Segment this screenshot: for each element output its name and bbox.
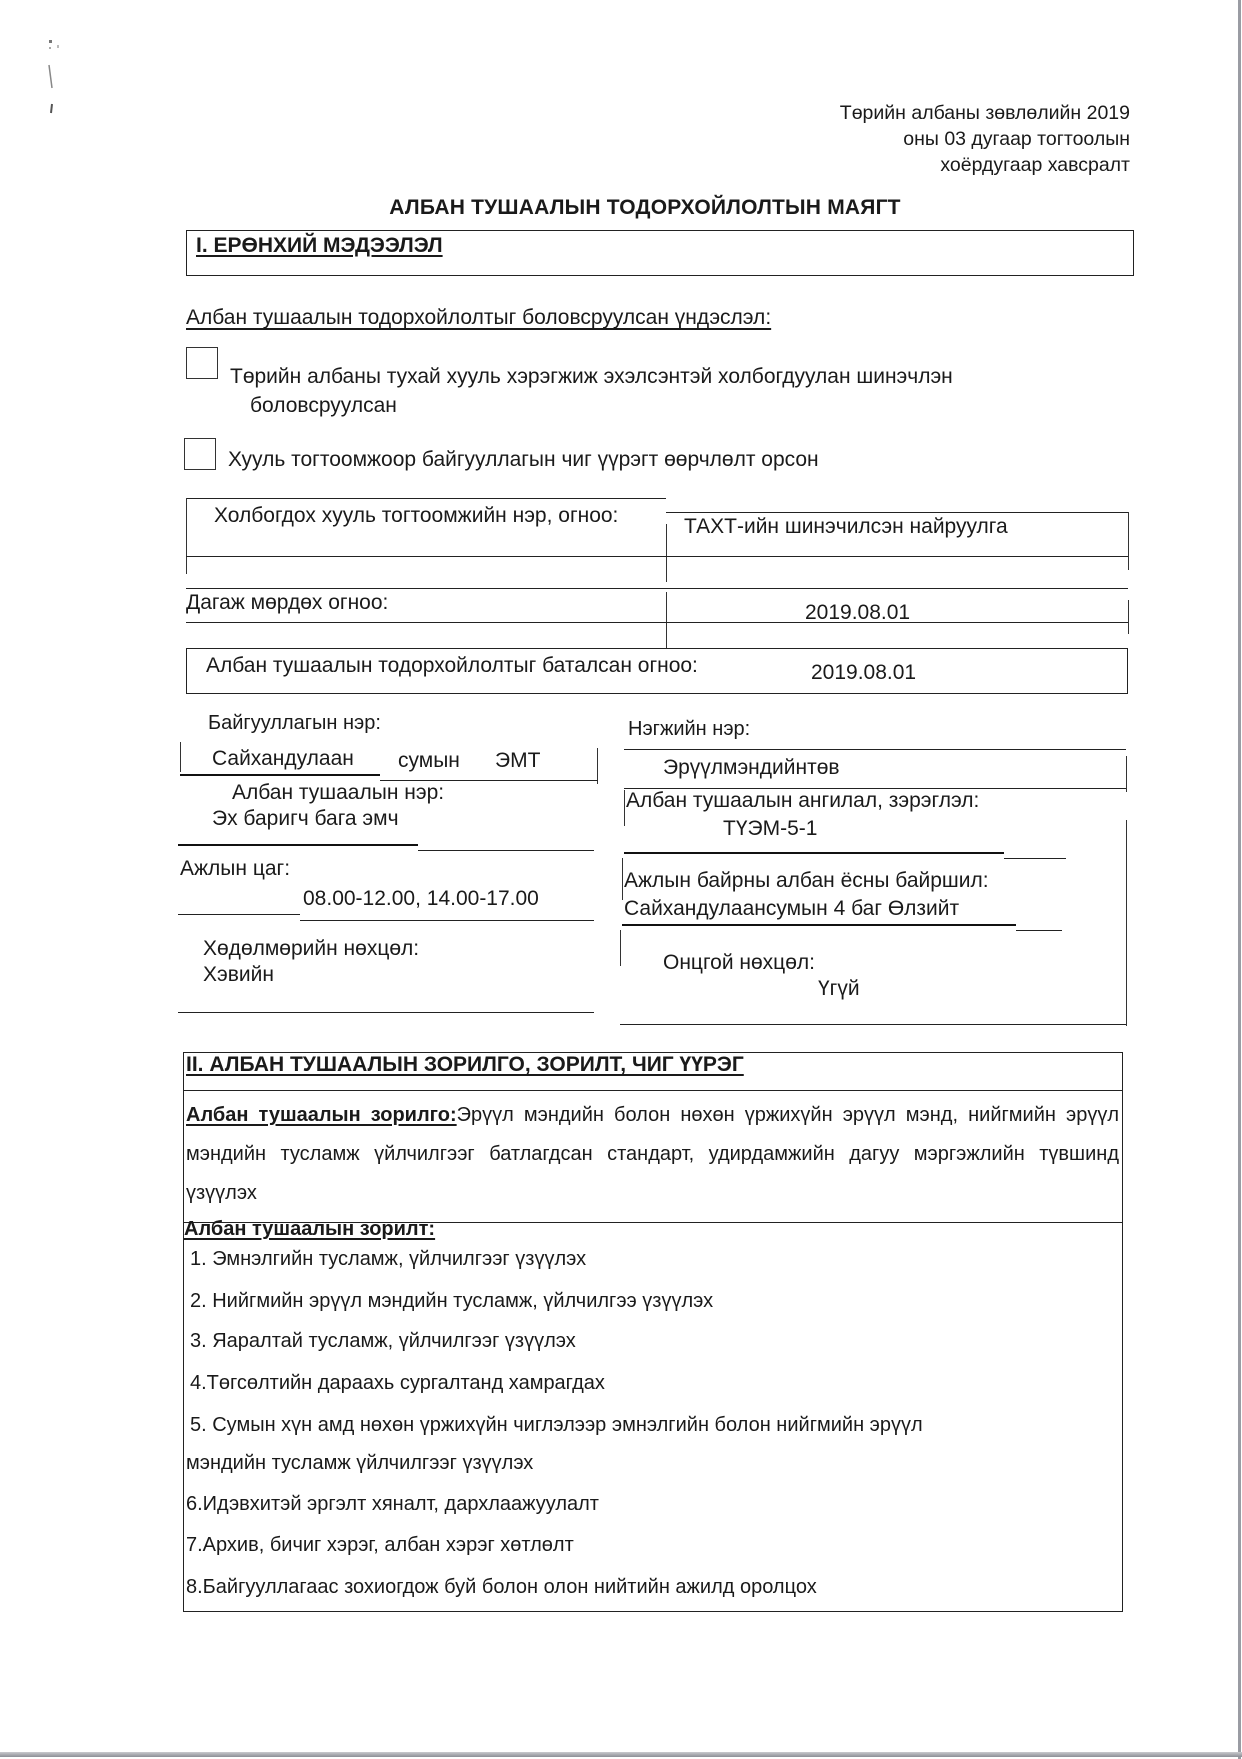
- org-name-part2: сумын: [398, 749, 460, 772]
- classification-left: [624, 790, 625, 826]
- org-name-part3: ЭМТ: [495, 749, 541, 772]
- effective-date-label: Дагаж мөрдөх огноо:: [186, 591, 389, 614]
- position-name-value: Эх баригч бага эмч: [212, 807, 399, 830]
- basis-option-1-label-cont: боловсруулсан: [250, 394, 397, 417]
- special-conditions-left: [620, 930, 621, 966]
- task-item-2: 2. Нийгмийн эрүүл мэндийн тусламж, үйлчилгээ үзүүлэх: [190, 1290, 714, 1312]
- related-law-label: Холбогдох хууль тогтоомжийн нэр, огноо:: [214, 504, 619, 527]
- reference-line-3: хоёрдугаар хавсралт: [940, 154, 1130, 176]
- purpose-text: Эрүүл мэндийн болон нөхөн үржихүйн эрүүл мэнд, нийгмийн эрүүл мэндийн тусламж үйлчилгээг батлагдсан стандарт, удирдамжийн дагуу мэргэжлийн түвшинд үзүүлэх: [186, 1104, 1120, 1204]
- purpose-paragraph: [186, 1096, 1119, 1213]
- org-name-part1: Сайхандулаан: [212, 747, 354, 770]
- law-table-right: [1128, 512, 1129, 570]
- reference-line-1: Төрийн албаны зөвлөлийн 2019: [839, 102, 1130, 124]
- effective-row-bottom: [186, 622, 1128, 623]
- basis-option-2-checkbox[interactable]: [184, 438, 216, 470]
- org-name-right: [597, 748, 598, 784]
- scan-page-edge-bottom: [0, 1752, 1242, 1757]
- unit-name-right: [1126, 756, 1127, 792]
- classification-bottom: [1004, 858, 1066, 859]
- location-bottom: [1016, 930, 1062, 931]
- work-hours-label: Ажлын цаг:: [180, 857, 291, 880]
- work-hours-value: 08.00-12.00, 14.00-17.00: [303, 887, 539, 910]
- classification-underline: [624, 852, 1004, 854]
- approved-date-label: Албан тушаалын тодорхойлолтыг баталсан огноо:: [206, 654, 698, 677]
- effective-row-top: [186, 588, 1128, 589]
- work-hours-underline: [178, 914, 300, 915]
- location-value: Сайхандулаансумын 4 баг Өлзийт: [624, 897, 960, 920]
- basis-option-2-label: Хууль тогтоомжоор байгууллагын чиг үүрэгт өөрчлөлт орсон: [228, 448, 819, 471]
- position-name-bottom: [418, 850, 594, 851]
- task-item-8: 8.Байгууллагаас зохиогдож буй болон олон нийтийн ажилд оролцох: [186, 1576, 817, 1598]
- law-table-top-left: [186, 498, 666, 499]
- law-table-mid: [186, 556, 1128, 557]
- reference-note: [840, 100, 1130, 178]
- task-item-5-cont: мэндийн тусламж үйлчилгээг үзүүлэх: [186, 1452, 534, 1474]
- section2-heading-divider: [183, 1090, 1123, 1091]
- reference-line-2: оны 03 дугаар тогтоолын: [903, 128, 1130, 150]
- purpose-label: Албан тушаалын зорилго:: [186, 1104, 457, 1126]
- task-item-6: 6.Идэвхитэй эргэлт хяналт, дархлаажуулалт: [186, 1493, 599, 1515]
- task-item-5: 5. Сумын хүн амд нөхөн үржихүйн чиглэлээр эмнэлгийн болон нийгмийн эрүүл: [190, 1414, 923, 1436]
- work-hours-bottom: [300, 920, 594, 921]
- work-conditions-label: Хөдөлмөрийн нөхцөл:: [203, 937, 420, 960]
- special-conditions-value: Үгүй: [818, 977, 860, 1000]
- org-name-left: [180, 742, 181, 772]
- basis-option-1-label: Төрийн албаны тухай хууль хэрэгжиж эхэлсэнтэй холбогдуулан шинэчлэн: [230, 365, 953, 388]
- special-conditions-bottom: [620, 1024, 1126, 1025]
- task-item-1: 1. Эмнэлгийн тусламж, үйлчилгээг үзүүлэх: [190, 1248, 587, 1270]
- unit-name-value: Эрүүлмэндийнтөв: [663, 756, 840, 779]
- unit-name-label: Нэгжийн нэр:: [628, 718, 751, 740]
- scan-page-edge-right: [1238, 0, 1241, 1759]
- effective-date-value: 2019.08.01: [805, 601, 911, 624]
- location-label: Ажлын байрны албан ёсны байршил:: [624, 869, 989, 892]
- classification-right: [1126, 820, 1127, 1026]
- tasks-label: Албан тушаалын зорилт:: [184, 1218, 436, 1240]
- task-item-3: 3. Яаралтай тусламж, үйлчилгээг үзүүлэх: [190, 1330, 576, 1352]
- effective-row-divider: [666, 592, 667, 648]
- org-name-underline: [180, 774, 380, 776]
- basis-label: Албан тушаалын тодорхойлолтыг боловсруулсан үндэслэл:: [186, 306, 772, 329]
- work-conditions-value: Хэвийн: [203, 963, 274, 986]
- location-left: [622, 858, 623, 900]
- work-conditions-bottom: [178, 1012, 594, 1013]
- task-item-7: 7.Архив, бичиг хэрэг, албан хэрэг хөтлөлт: [186, 1534, 574, 1556]
- section1-heading: I. ЕРӨНХИЙ МЭДЭЭЛЭЛ: [196, 234, 443, 257]
- task-item-4: 4.Төгсөлтийн дараахь сургалтанд хамрагдах: [190, 1372, 605, 1394]
- special-conditions-label: Онцгой нөхцөл:: [663, 951, 815, 974]
- law-table-top-right: [666, 512, 1128, 513]
- classification-label: Албан тушаалын ангилал, зэрэглэл:: [626, 789, 980, 812]
- related-law-value: ТАХТ-ийн шинэчилсэн найруулга: [684, 515, 1008, 538]
- approved-date-value: 2019.08.01: [811, 661, 917, 684]
- basis-option-1-checkbox[interactable]: [186, 347, 218, 379]
- law-table-divider: [666, 524, 667, 582]
- section2-heading: II. АЛБАН ТУШААЛЫН ЗОРИЛГО, ЗОРИЛТ, ЧИГ ҮҮРЭГ: [186, 1053, 744, 1076]
- classification-value: ТҮЭМ-5-1: [723, 817, 818, 840]
- scan-artifact-marks: [44, 38, 64, 118]
- effective-row-right: [1128, 600, 1129, 634]
- position-name-label: Албан тушаалын нэр:: [232, 781, 445, 804]
- position-name-underline: [178, 844, 418, 846]
- document-title: АЛБАН ТУШААЛЫН ТОДОРХОЙЛОЛТЫН МАЯГТ: [389, 196, 901, 219]
- location-underline: [622, 924, 1016, 926]
- org-name-label: Байгууллагын нэр:: [208, 712, 381, 734]
- law-table-left: [186, 498, 187, 574]
- unit-name-top: [624, 749, 1126, 750]
